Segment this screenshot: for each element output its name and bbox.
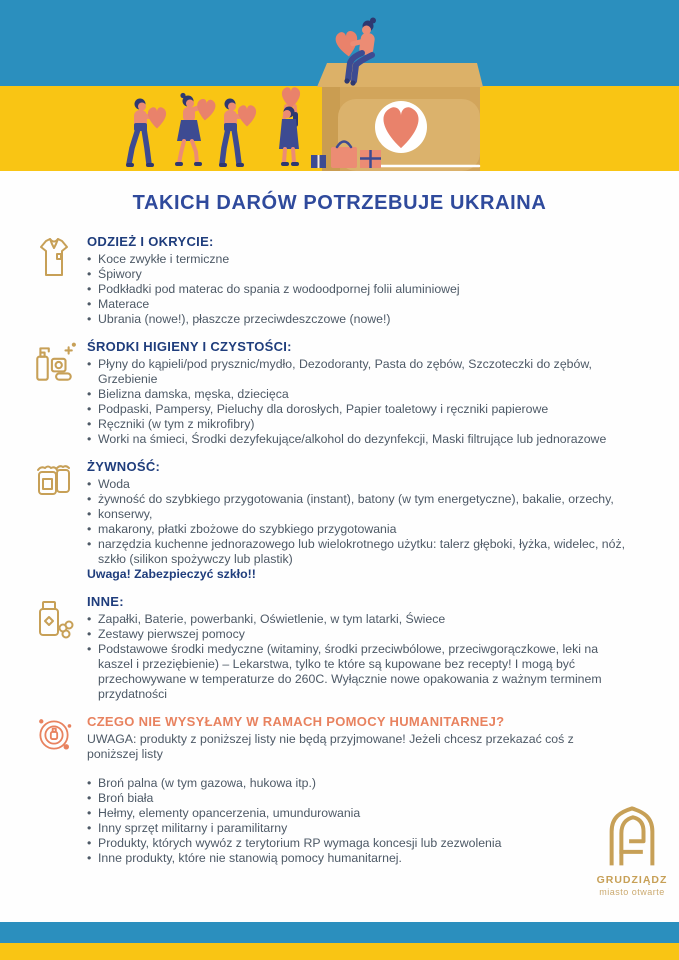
city-logo (594, 804, 670, 897)
list-item: • Broń palna (w tym gazowa, hukowa itp.) (87, 776, 635, 791)
list-item: • Broń biała (87, 791, 635, 806)
list-item: • Podstawowe środki medyczne (witaminy, środki przeciwbólowe, przeciwgorączkowe, leki na kaszel i przeziębienie) – Lekarstwa, tylko te które są kupowane bez recepty! I mogą być przechowywane w temperaturze do 260C. Wyłącznie nowe opakowania z ważnym terminem przydatności (87, 642, 635, 702)
list-item: • Woda (87, 477, 635, 492)
medicine-icon (30, 594, 78, 702)
list-item: • żywność do szybkiego przygotowania (instant), batony (w tym energetyczne), bakalie, orzechy, (87, 492, 635, 507)
section-heading: CZEGO NIE WYSYŁAMY W RAMACH POMOCY HUMANITARNEJ? (87, 714, 505, 729)
list-item: • makarony, płatki zbożowe do szybkiego przygotowania (87, 522, 635, 537)
page-title: TAKICH DARÓW POTRZEBUJE UKRAINA (132, 192, 547, 214)
donation-box-illustration (0, 0, 679, 171)
hygiene-icon (30, 339, 78, 447)
section-heading: ODZIEŻ I OKRYCIE: (87, 234, 214, 249)
list-item: • Produkty, których wywóz z terytorium RP wymaga koncesji lub zezwolenia (87, 836, 635, 851)
heart-badge (375, 101, 427, 153)
section-clothing (30, 234, 642, 327)
header-illustration (0, 0, 679, 171)
section-heading: ŻYWNOŚĆ: (87, 459, 161, 474)
section-items (87, 252, 635, 327)
section-items (87, 776, 635, 866)
section-items (87, 357, 635, 447)
list-item: • Hełmy, elementy opancerzenia, umundurowania (87, 806, 635, 821)
tshirt-icon (30, 234, 78, 327)
section-prohibited (30, 714, 642, 866)
section-heading: ŚRODKI HIGIENY I CZYSTOŚCI: (87, 339, 292, 354)
section-hygiene (30, 339, 642, 447)
list-item: • konserwy, (87, 507, 635, 522)
footer-blue-stripe (0, 922, 679, 943)
footer-yellow-stripe (0, 943, 679, 960)
list-item: • Koce zwykłe i termiczne (87, 252, 635, 267)
list-item: • Podpaski, Pampersy, Pieluchy dla dorosłych, Papier toaletowy i ręczniki papierowe (87, 402, 635, 417)
section-heading: INNE: (87, 594, 124, 609)
list-item: • Ręczniki (w tym z mikrofibry) (87, 417, 635, 432)
list-item: • Inny sprzęt militarny i paramilitarny (87, 821, 635, 836)
walking-man-2 (219, 99, 256, 168)
city-logo-subtitle: miasto otwarte (599, 887, 665, 897)
section-items (87, 612, 635, 702)
list-item: • Inne produkty, które nie stanowią pomocy humanitarnej. (87, 851, 635, 866)
list-item: • narzędzia kuchenne jednorazowego lub wielokrotnego użytku: talerz głęboki, łyżka, widelec, nóż, szkło (silikon spożywczy lub plastik) (87, 537, 635, 567)
walking-woman-2 (279, 87, 300, 166)
section-other (30, 594, 642, 702)
grudziadz-gate-icon (601, 804, 663, 866)
list-item: • Materace (87, 297, 635, 312)
section-food (30, 459, 642, 582)
list-item: • Płyny do kąpieli/pod prysznic/mydło, Dezodoranty, Pasta do zębów, Szczoteczki do zębów, Grzebienie (87, 357, 635, 387)
walking-woman-1 (175, 93, 216, 166)
walking-man-1 (126, 99, 166, 168)
list-item: • Worki na śmieci, Środki dezyfekujące/alkohol do dezynfekcji, Maski filtrujące lub jednorazowe (87, 432, 635, 447)
food-jar-icon (30, 459, 78, 582)
list-item: • Zapałki, Baterie, powerbanki, Oświetlenie, w tym latarki, Świece (87, 612, 635, 627)
glass-warning-note: Uwaga! Zabezpieczyć szkło!! (87, 567, 256, 581)
prohibited-icon (30, 714, 78, 866)
content-area (30, 234, 642, 878)
list-item: • Bielizna damska, męska, dziecięca (87, 387, 635, 402)
list-item: • Zestawy pierwszej pomocy (87, 627, 635, 642)
prohibited-intro: UWAGA: produkty z poniższej listy nie będą przyjmowane! Jeżeli chcesz przekazać coś z poniższej listy (87, 732, 574, 761)
section-items (87, 477, 635, 567)
city-logo-title: GRUDZIĄDZ (596, 874, 668, 886)
walking-figures (126, 87, 300, 167)
list-item: • Podkładki pod materac do spania z wodoodpornej folii aluminiowej (87, 282, 635, 297)
list-item: • Śpiwory (87, 267, 635, 282)
list-item: • Ubrania (nowe!), płaszcze przeciwdeszczowe (nowe!) (87, 312, 635, 327)
